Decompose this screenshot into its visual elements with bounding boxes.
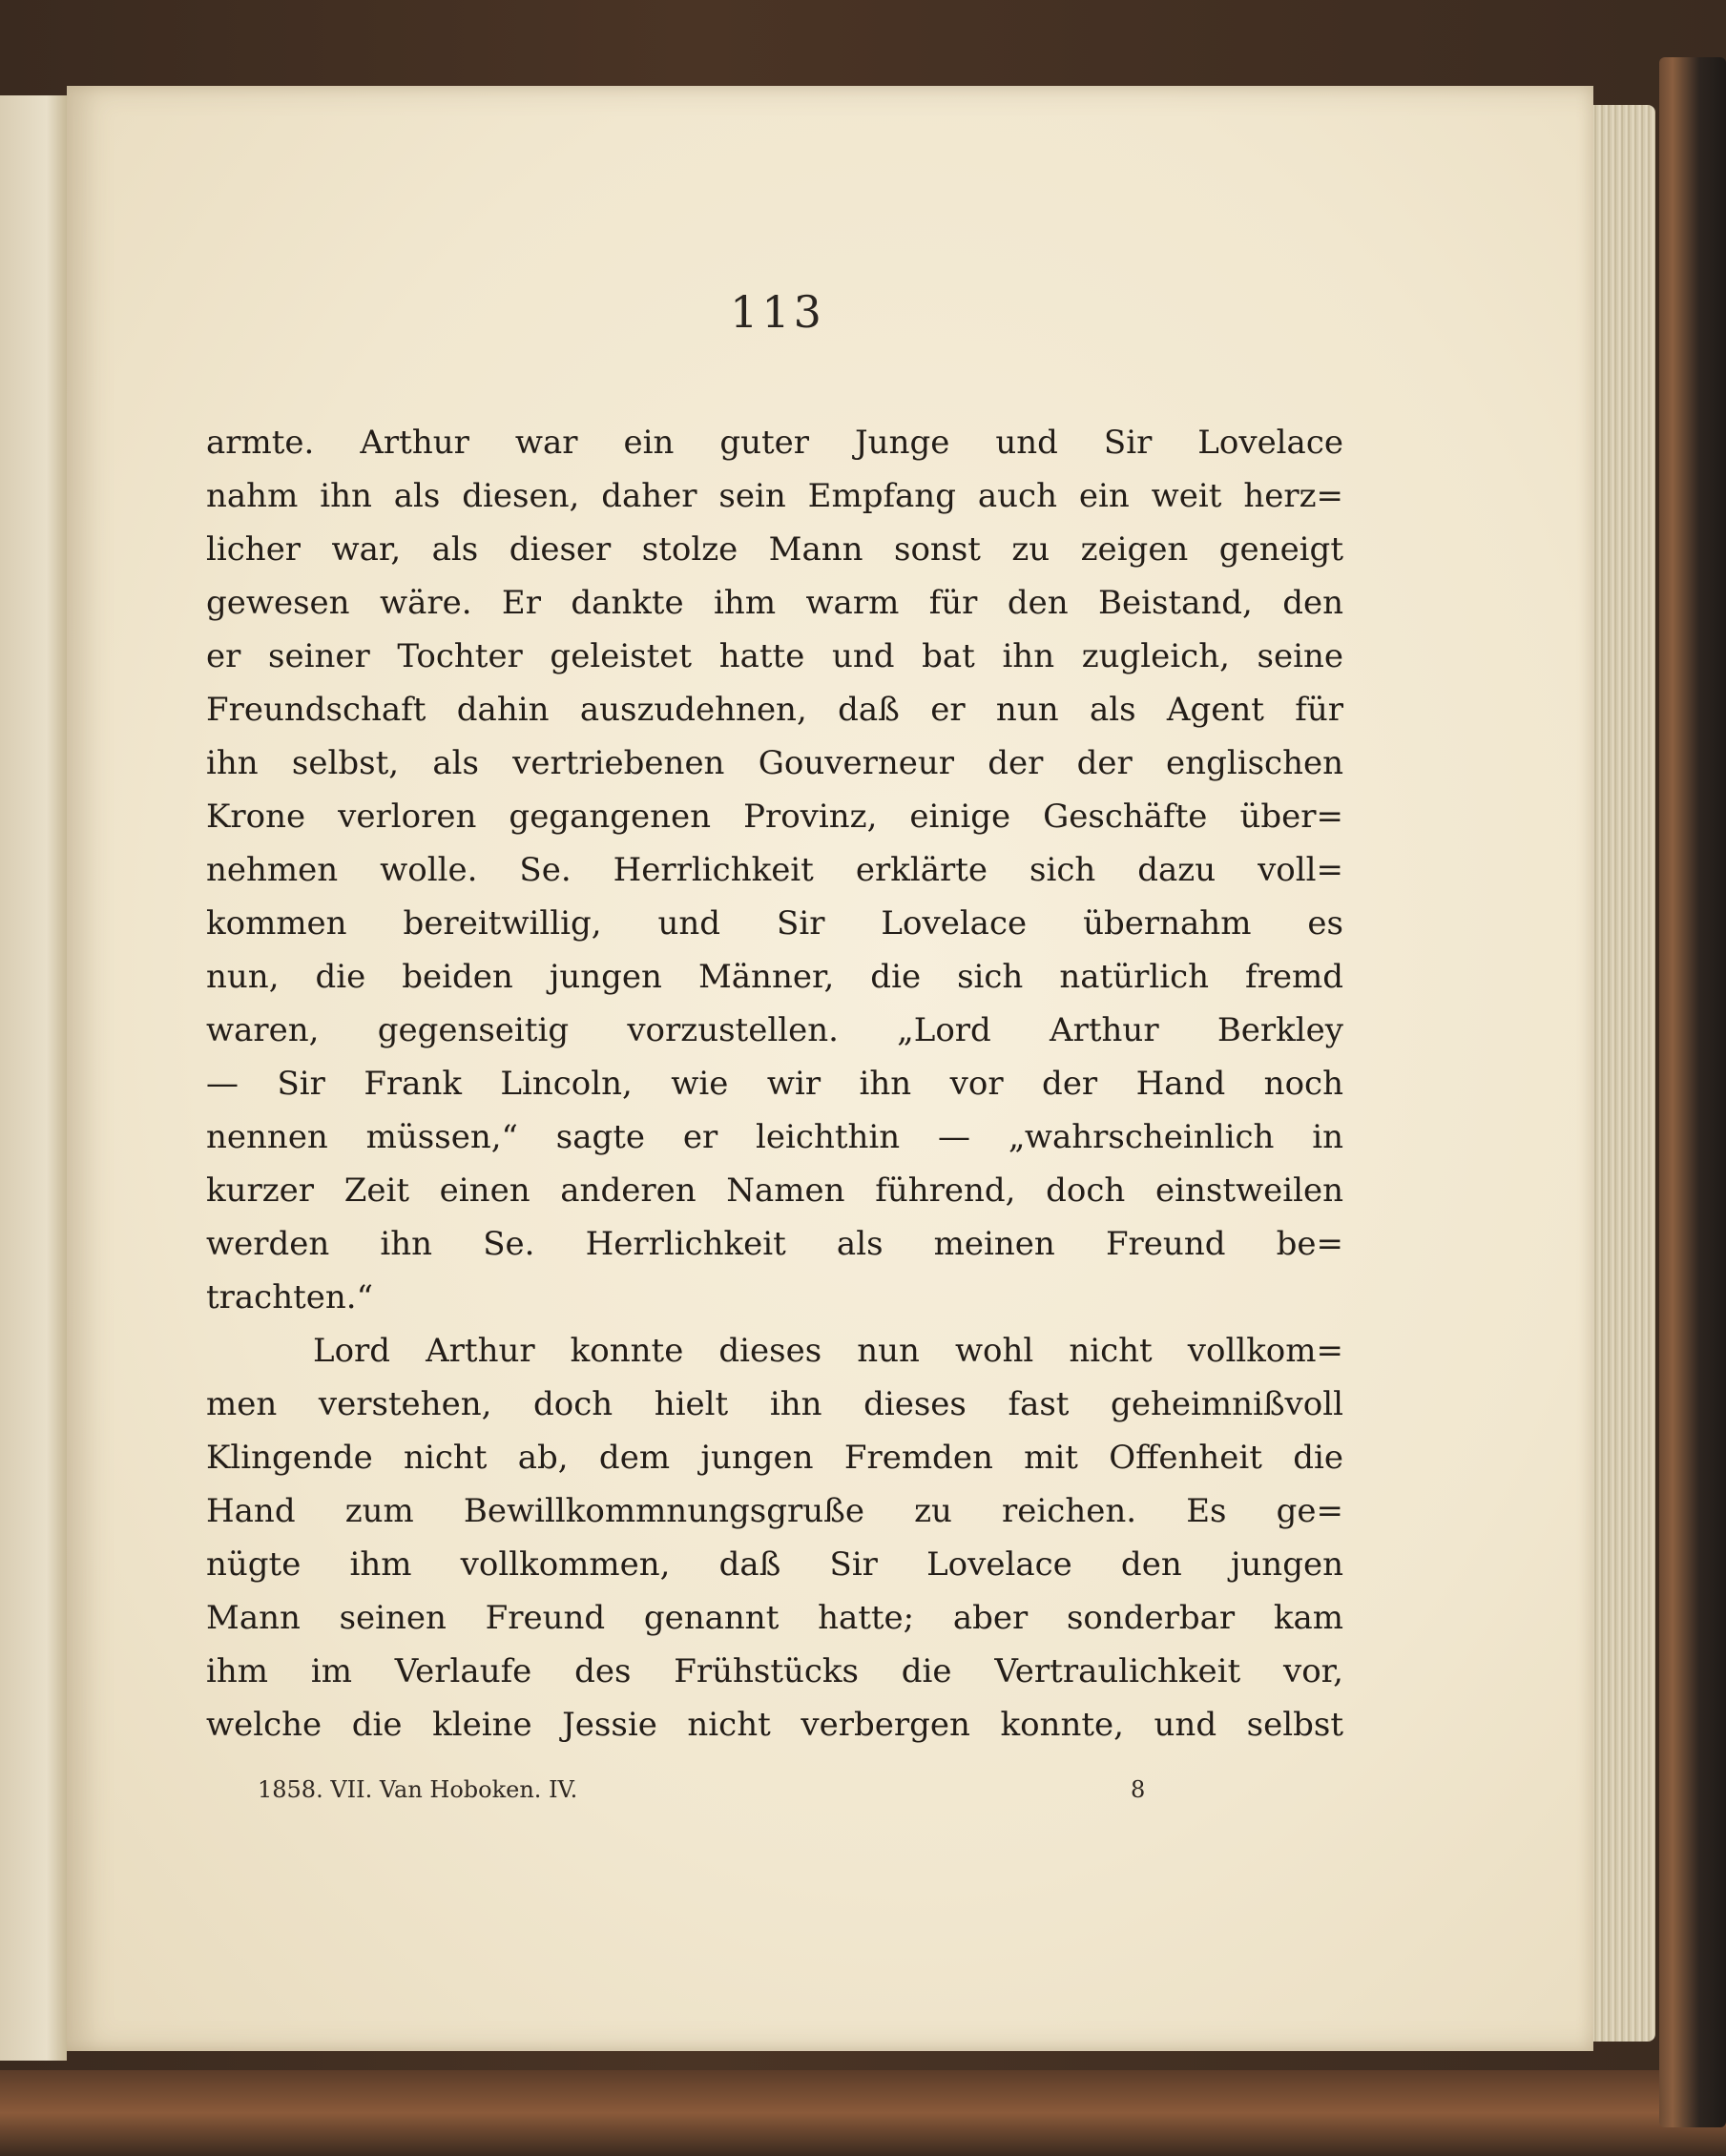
text-line: ihn selbst, als vertriebenen Gouverneur der der englischen (206, 744, 1343, 782)
text-line: werden ihn Se. Herrlichkeit als meinen Freund be= (206, 1225, 1343, 1263)
text-line: — Sir Frank Lincoln, wie wir ihn vor der Hand noch (206, 1065, 1343, 1103)
text-line: gewesen wäre. Er dankte ihm warm für den Beistand, den (206, 584, 1343, 622)
text-line: nehmen wolle. Se. Herrlichkeit erklärte sich dazu voll= (206, 851, 1343, 889)
text-line: Klingende nicht ab, dem jungen Fremden mit Offenheit die (206, 1439, 1343, 1477)
text-line: Mann seinen Freund genannt hatte; aber sonderbar kam (206, 1599, 1343, 1637)
text-line: Freundschaft dahin auszudehnen, daß er nun als Agent für (206, 691, 1343, 729)
cover-right-edge (1659, 57, 1726, 2127)
text-line: trachten.“ (206, 1278, 373, 1316)
text-line: ihm im Verlaufe des Frühstücks die Vertraulichkeit vor, (206, 1652, 1343, 1690)
text-line: men verstehen, doch hielt ihn dieses fast geheimnißvoll (206, 1385, 1343, 1423)
text-line: nennen müssen,“ sagte er leichthin — „wahrscheinlich in (206, 1118, 1343, 1156)
text-line: Krone verloren gegangenen Provinz, einige Geschäfte über= (206, 798, 1343, 836)
footer-signature-mark: 8 (1131, 1776, 1146, 1803)
body-text (206, 416, 1343, 1752)
text-line: nun, die beiden jungen Männer, die sich natürlich fremd (206, 958, 1343, 996)
text-line: kommen bereitwillig, und Sir Lovelace übernahm es (206, 904, 1343, 943)
page-number: 113 (730, 286, 825, 338)
text-line: er seiner Tochter geleistet hatte und bat ihn zugleich, seine (206, 637, 1343, 675)
text-line: nügte ihm vollkommen, daß Sir Lovelace den jungen (206, 1545, 1343, 1584)
footer-imprint: 1858. VII. Van Hoboken. IV. (258, 1776, 578, 1803)
text-line: waren, gegenseitig vorzustellen. „Lord Arthur Berkley (206, 1011, 1343, 1049)
text-line: Lord Arthur konnte dieses nun wohl nicht vollkom= (313, 1332, 1343, 1370)
text-line: kurzer Zeit einen anderen Namen führend, doch einstweilen (206, 1171, 1343, 1210)
page-footer (258, 1776, 1164, 1814)
text-line: armte. Arthur war ein guter Junge und Sir Lovelace (206, 424, 1343, 462)
text-line: nahm ihn als diesen, daher sein Empfang auch ein weit herz= (206, 477, 1343, 515)
text-line: welche die kleine Jessie nicht verbergen konnte, und selbst (206, 1706, 1343, 1744)
page-stack-edge (1584, 105, 1655, 2042)
left-page-edge (0, 95, 67, 2061)
cover-bottom-edge (0, 2070, 1726, 2156)
text-line: Hand zum Bewillkommnungsgruße zu reichen. Es ge= (206, 1492, 1343, 1530)
text-line: licher war, als dieser stolze Mann sonst zu zeigen geneigt (206, 530, 1343, 569)
